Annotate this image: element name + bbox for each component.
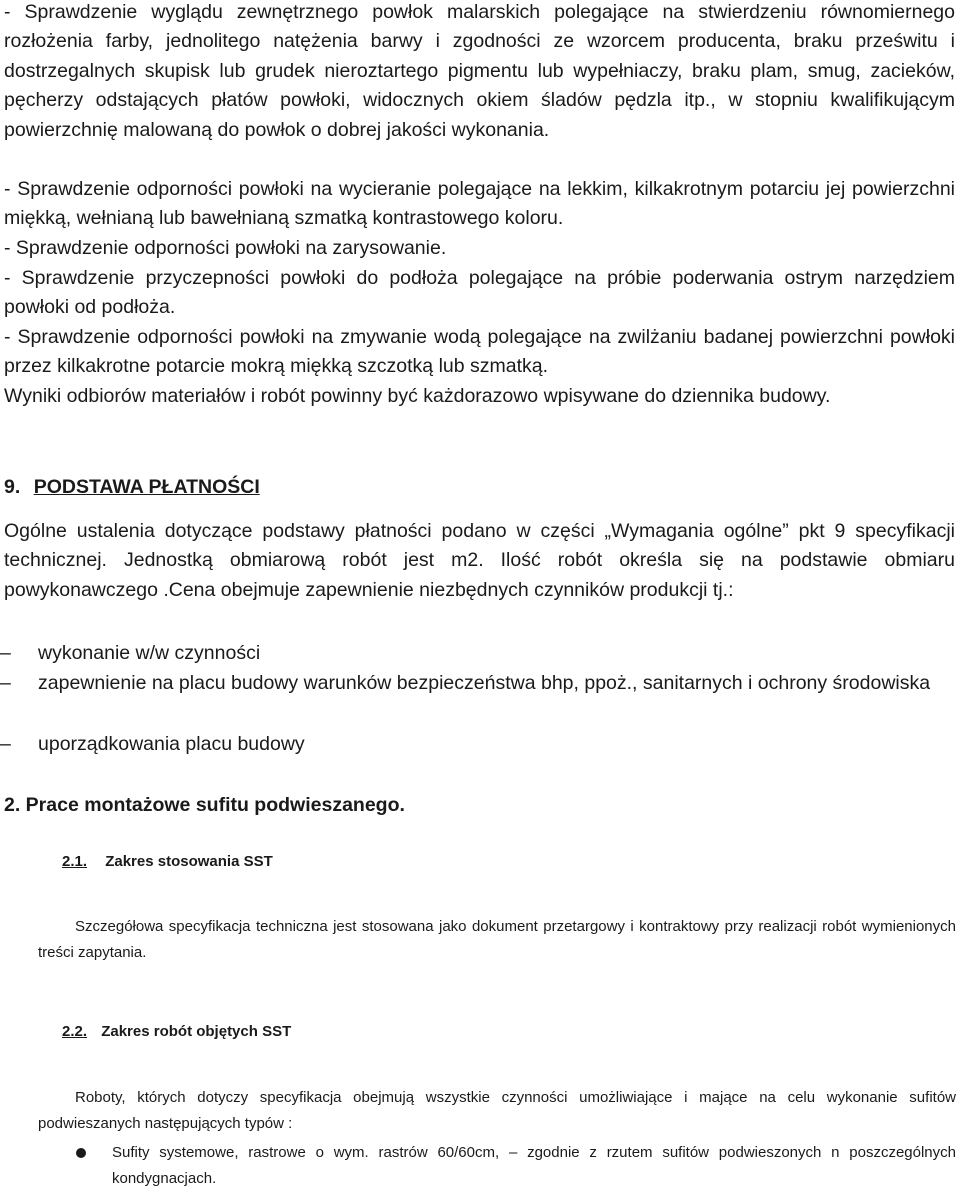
subsection-2-2-text: Roboty, których dotyczy specyfikacja obejmują wszystkie czynności umożliwiające i mające na celu wykonanie sufitów podwieszanych następujących typów : bbox=[38, 1089, 956, 1132]
paragraph-scratch-resistance: - Sprawdzenie odporności powłoki na zarysowanie. bbox=[4, 237, 447, 259]
dash-icon: – bbox=[0, 642, 11, 664]
section-9-heading bbox=[4, 473, 260, 502]
paragraph-acceptance-results: Wyniki odbiorów materiałów i robót powinny być każdorazowo wpisywane do dziennika budowy. bbox=[4, 385, 831, 407]
paragraph-appearance-check: - Sprawdzenie wyglądu zewnętrznego powłok malarskich polegające na stwierdzeniu równomiernego rozłożenia farby, jednolitego natężenia barwy i zgodności ze wzorcem producenta, braku prześwitu i dostrzegalnych skupisk lub grudek nieroztartego pigmentu lub wypełniaczy, braku plam, smug, zacieków, pęcherzy odstających płatów powłoki, widocznych okiem śladów pędzla itp., w stopniu kwalifikującym powierzchnię malowaną do powłok o dobrej jakości wykonania. bbox=[4, 1, 955, 141]
subsection-2-2-heading bbox=[62, 1019, 291, 1044]
list-item bbox=[0, 639, 956, 669]
list-item bbox=[0, 669, 956, 729]
paragraph-wiping-resistance: - Sprawdzenie odporności powłoki na wycieranie polegające na lekkim, kilkakrotnym potarciu jej powierzchni miękką, wełnianą lub bawełnianą szmatką kontrastowego koloru. bbox=[4, 178, 955, 230]
subsection-2-2-number: 2.2. bbox=[62, 1023, 88, 1040]
subsection-2-1-number: 2.1. bbox=[62, 853, 88, 870]
list-item-text: wykonanie w/w czynności bbox=[38, 642, 261, 664]
subsection-2-2-title: Zakres robót objętych SST bbox=[101, 1023, 292, 1040]
subsection-2-1-title: Zakres stosowania SST bbox=[105, 853, 273, 870]
subsection-2-1-heading bbox=[62, 849, 273, 874]
paragraph-washing-resistance: - Sprawdzenie odporności powłoki na zmywanie wodą polegające na zwilżaniu badanej powierzchni powłoki przez kilkakrotne potarcie mokrą miękką szczotką lub szmatką. bbox=[4, 326, 955, 378]
list-item-text: Sufity systemowe, rastrowe o wym. rastrów 60/60cm, – zgodnie z rzutem sufitów podwieszonych n poszczególnych kondygnacjach. bbox=[112, 1144, 956, 1187]
paragraph-adhesion: - Sprawdzenie przyczepności powłoki do podłoża polegające na próbie poderwania ostrym narzędziem powłoki od podłoża. bbox=[4, 267, 955, 319]
section-9-title: PODSTAWA PŁATNOŚCI bbox=[33, 476, 260, 498]
dash-icon: – bbox=[0, 733, 11, 755]
bullet-icon bbox=[76, 1148, 86, 1158]
dash-icon: – bbox=[0, 672, 11, 694]
section-2-heading: 2. Prace montażowe sufitu podwieszanego. bbox=[4, 794, 405, 816]
subsection-2-1-text: Szczegółowa specyfikacja techniczna jest stosowana jako dokument przetargowy i kontraktowy przy realizacji robót wymienionych treści zapytania. bbox=[38, 918, 956, 961]
list-item bbox=[0, 1140, 956, 1190]
list-item-text: uporządkowania placu budowy bbox=[38, 733, 305, 755]
list-item bbox=[0, 730, 956, 760]
list-item-text: zapewnienie na placu budowy warunków bezpieczeństwa bhp, ppoż., sanitarnych i ochrony środowiska bbox=[38, 672, 931, 694]
section-9-number: 9. bbox=[4, 476, 21, 498]
section-9-paragraph: Ogólne ustalenia dotyczące podstawy płatności podano w części „Wymagania ogólne” pkt 9 specyfikacji technicznej. Jednostką obmiarową robót jest m2. Ilość robót określa się na podstawie obmiaru powykonawczego .Cena obejmuje zapewnienie niezbędnych czynników produkcji tj.: bbox=[4, 520, 955, 601]
